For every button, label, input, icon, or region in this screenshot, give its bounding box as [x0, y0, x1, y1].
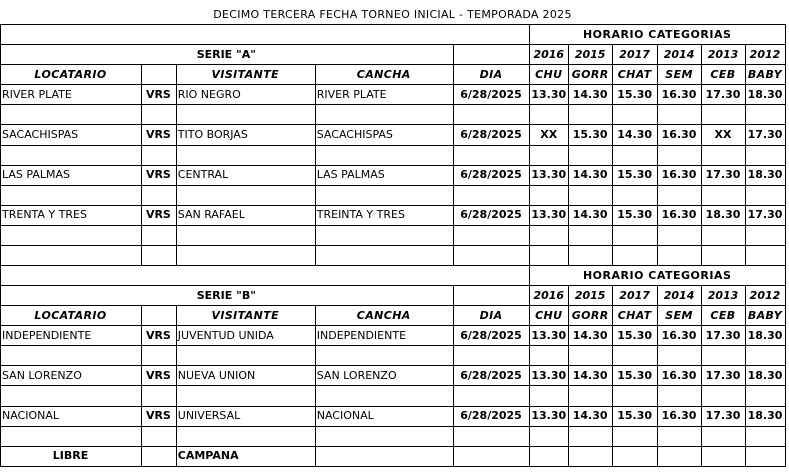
empty-cell [453, 426, 530, 446]
empty-cell [315, 426, 453, 446]
empty-cell [141, 305, 176, 325]
empty-cell [453, 345, 530, 365]
empty-cell [701, 145, 745, 165]
category-header: CHU [535, 308, 563, 322]
empty-cell [315, 185, 453, 205]
empty-cell [141, 385, 176, 405]
category-time: 15.30 [617, 328, 652, 342]
empty-cell [568, 446, 612, 466]
category-time: 17.30 [747, 208, 783, 222]
category-header: BABY [747, 67, 783, 81]
empty-cell [529, 185, 568, 205]
empty-cell [529, 385, 568, 405]
category-time: 15.30 [617, 208, 652, 222]
year-header: 2012 [749, 288, 781, 302]
home-team: SAN LORENZO [2, 368, 82, 382]
match-date: 6/28/2025 [460, 328, 522, 342]
empty-cell [453, 104, 530, 124]
venue: INDEPENDIENTE [316, 328, 407, 342]
empty-cell [745, 426, 785, 446]
empty-cell [141, 64, 176, 84]
venue: TREINTA Y TRES [316, 208, 405, 222]
empty-cell [141, 225, 176, 245]
category-header: CEB [710, 308, 736, 322]
empty-cell [141, 245, 176, 265]
year-header: 2013 [707, 288, 739, 302]
empty-cell [568, 225, 612, 245]
vrs-label: VRS [145, 128, 171, 141]
spacer-cell [0, 24, 529, 44]
empty-cell [176, 345, 315, 365]
empty-cell [529, 145, 568, 165]
empty-cell [529, 225, 568, 245]
category-header: GORR [571, 67, 609, 81]
libre-label: LIBRE [52, 449, 89, 463]
empty-cell [701, 385, 745, 405]
venue: NACIONAL [316, 409, 374, 423]
match-row [0, 205, 785, 225]
category-time: 16.30 [661, 87, 697, 101]
header-cancha: CANCHA [356, 67, 411, 81]
category-time: 14.30 [572, 168, 608, 182]
away-team: JUVENTUD UNIDA [177, 328, 274, 342]
empty-cell [141, 104, 176, 124]
empty-cell [315, 345, 453, 365]
category-time: 17.30 [747, 128, 783, 141]
header-cancha: CANCHA [356, 308, 411, 322]
home-team: TRENTA Y TRES [2, 208, 87, 222]
away-team: TITO BORJAS [177, 128, 248, 141]
category-time: 17.30 [705, 328, 741, 342]
empty-cell [657, 426, 701, 446]
year-header: 2017 [619, 288, 650, 302]
category-time: 14.30 [617, 128, 652, 141]
category-header: SEM [665, 308, 693, 322]
empty-cell [141, 145, 176, 165]
year-header: 2013 [707, 47, 739, 61]
empty-cell [141, 426, 176, 446]
category-time: 18.30 [747, 368, 783, 382]
empty-cell [568, 185, 612, 205]
match-row [0, 84, 785, 104]
empty-cell [176, 104, 315, 124]
empty-cell [612, 104, 657, 124]
empty-cell [141, 446, 176, 466]
category-time: 16.30 [661, 128, 697, 141]
empty-cell [529, 446, 568, 466]
category-time: 18.30 [747, 328, 783, 342]
spacer-cell [0, 265, 529, 285]
empty-cell [568, 426, 612, 446]
empty-cell [612, 145, 657, 165]
header-visitante: VISITANTE [211, 308, 280, 322]
empty-cell [453, 225, 530, 245]
category-time: 13.30 [531, 409, 567, 423]
empty-cell [701, 345, 745, 365]
empty-cell [315, 225, 453, 245]
category-time: 13.30 [531, 328, 567, 342]
empty-cell [568, 385, 612, 405]
serie-title: SERIE "A" [196, 47, 257, 61]
away-team: SAN RAFAEL [177, 208, 245, 222]
empty-cell [745, 185, 785, 205]
year-header: 2016 [533, 47, 565, 61]
empty-cell [657, 145, 701, 165]
page-title: DECIMO TERCERA FECHA TORNEO INICIAL - TEMPORADA 2025 [213, 7, 572, 21]
category-header: CHAT [617, 308, 652, 322]
category-header: CHAT [617, 67, 652, 81]
category-time: 14.30 [572, 368, 608, 382]
header-dia: DIA [479, 67, 503, 81]
empty-cell [0, 426, 141, 446]
empty-cell [657, 385, 701, 405]
empty-cell [701, 426, 745, 446]
match-date: 6/28/2025 [460, 168, 522, 182]
empty-cell [453, 446, 530, 466]
category-time: 16.30 [661, 328, 697, 342]
away-team: UNIVERSAL [177, 409, 241, 423]
empty-cell [568, 145, 612, 165]
category-time: 14.30 [572, 328, 608, 342]
empty-cell [315, 145, 453, 165]
empty-cell [612, 245, 657, 265]
category-time: 15.30 [572, 128, 608, 141]
empty-cell [745, 345, 785, 365]
empty-cell [745, 225, 785, 245]
category-time: 17.30 [705, 368, 741, 382]
venue: SAN LORENZO [316, 368, 397, 382]
away-team: NUEVA UNION [177, 368, 256, 382]
match-date: 6/28/2025 [460, 87, 522, 101]
header-dia: DIA [479, 308, 503, 322]
empty-cell [453, 185, 530, 205]
empty-cell [315, 104, 453, 124]
empty-cell [0, 245, 141, 265]
empty-cell [657, 104, 701, 124]
empty-cell [568, 345, 612, 365]
empty-cell [701, 225, 745, 245]
empty-cell [0, 225, 141, 245]
empty-cell [701, 446, 745, 466]
empty-cell [745, 104, 785, 124]
venue: RIVER PLATE [316, 87, 387, 101]
empty-cell [0, 104, 141, 124]
empty-cell [612, 385, 657, 405]
category-time: XX [540, 128, 558, 141]
category-time: 13.30 [531, 87, 567, 101]
home-team: INDEPENDIENTE [2, 328, 92, 342]
schedule-header: HORARIO CATEGORIAS [582, 27, 732, 41]
category-time: 18.30 [747, 168, 783, 182]
category-time: 17.30 [705, 87, 741, 101]
match-row [0, 325, 785, 345]
empty-cell [176, 426, 315, 446]
header-visitante: VISITANTE [211, 67, 280, 81]
category-time: 16.30 [661, 409, 697, 423]
empty-cell [176, 245, 315, 265]
empty-cell [657, 185, 701, 205]
category-time: 17.30 [705, 409, 741, 423]
year-header: 2017 [619, 47, 650, 61]
category-time: 16.30 [661, 208, 697, 222]
vrs-label: VRS [145, 328, 171, 342]
empty-cell [141, 345, 176, 365]
vrs-label: VRS [145, 87, 171, 101]
category-time: 15.30 [617, 409, 652, 423]
category-time: 13.30 [531, 208, 567, 222]
empty-cell [568, 245, 612, 265]
empty-cell [176, 225, 315, 245]
category-header: BABY [747, 308, 783, 322]
empty-cell [612, 225, 657, 245]
year-header: 2015 [574, 288, 606, 302]
category-time: 15.30 [617, 168, 652, 182]
category-time: 15.30 [617, 87, 652, 101]
category-time: 16.30 [661, 168, 697, 182]
empty-cell [745, 385, 785, 405]
match-date: 6/28/2025 [460, 368, 522, 382]
away-team: RIO NEGRO [177, 87, 241, 101]
category-header: CHU [535, 67, 563, 81]
empty-cell [612, 446, 657, 466]
venue: LAS PALMAS [316, 168, 385, 182]
empty-cell [745, 446, 785, 466]
empty-cell [612, 426, 657, 446]
vrs-label: VRS [145, 409, 171, 423]
empty-cell [657, 245, 701, 265]
year-header: 2015 [574, 47, 606, 61]
empty-cell [612, 345, 657, 365]
away-team: CENTRAL [177, 168, 229, 182]
header-locatario: LOCATARIO [34, 67, 107, 81]
empty-cell [453, 145, 530, 165]
empty-cell [657, 345, 701, 365]
empty-cell [568, 104, 612, 124]
empty-cell [701, 104, 745, 124]
home-team: NACIONAL [2, 409, 60, 423]
category-time: 18.30 [747, 409, 783, 423]
empty-cell [453, 245, 530, 265]
empty-cell [315, 245, 453, 265]
empty-cell [141, 185, 176, 205]
match-date: 6/28/2025 [460, 409, 522, 423]
match-row [0, 124, 785, 144]
empty-cell [0, 185, 141, 205]
vrs-label: VRS [145, 208, 171, 222]
empty-cell [315, 385, 453, 405]
vrs-label: VRS [145, 168, 171, 182]
empty-cell [529, 345, 568, 365]
match-row [0, 406, 785, 426]
fixture-table [0, 4, 785, 466]
empty-cell [529, 426, 568, 446]
header-locatario: LOCATARIO [34, 308, 107, 322]
home-team: RIVER PLATE [2, 87, 72, 101]
year-header: 2016 [533, 288, 565, 302]
empty-cell [612, 185, 657, 205]
empty-cell [315, 446, 453, 466]
category-header: CEB [710, 67, 736, 81]
empty-cell [0, 145, 141, 165]
category-time: 13.30 [531, 368, 567, 382]
home-team: LAS PALMAS [2, 168, 70, 182]
category-time: 14.30 [572, 208, 608, 222]
year-header: 2014 [663, 47, 695, 61]
year-header: 2012 [749, 47, 781, 61]
empty-cell [0, 385, 141, 405]
match-date: 6/28/2025 [460, 128, 522, 141]
empty-cell [529, 245, 568, 265]
empty-cell [453, 285, 530, 305]
category-time: 14.30 [572, 409, 608, 423]
category-time: 16.30 [661, 368, 697, 382]
category-time: XX [714, 128, 732, 141]
category-time: 13.30 [531, 168, 567, 182]
category-time: 18.30 [747, 87, 783, 101]
empty-cell [745, 145, 785, 165]
schedule-header: HORARIO CATEGORIAS [582, 268, 732, 282]
category-time: 17.30 [705, 168, 741, 182]
home-team: SACACHISPAS [2, 128, 79, 141]
serie-title: SERIE "B" [196, 288, 256, 302]
category-header: GORR [571, 308, 609, 322]
year-header: 2014 [663, 288, 695, 302]
match-date: 6/28/2025 [460, 208, 522, 222]
empty-cell [701, 245, 745, 265]
category-time: 14.30 [572, 87, 608, 101]
venue: SACACHISPAS [316, 128, 393, 141]
match-row [0, 365, 785, 385]
empty-cell [453, 385, 530, 405]
empty-cell [176, 185, 315, 205]
category-header: SEM [665, 67, 693, 81]
empty-cell [701, 185, 745, 205]
empty-cell [0, 345, 141, 365]
empty-cell [529, 104, 568, 124]
empty-cell [745, 245, 785, 265]
match-row [0, 165, 785, 185]
empty-cell [176, 145, 315, 165]
category-time: 15.30 [617, 368, 652, 382]
empty-cell [657, 225, 701, 245]
empty-cell [657, 446, 701, 466]
libre-team: CAMPANA [177, 449, 239, 463]
empty-cell [176, 385, 315, 405]
empty-cell [453, 44, 530, 64]
vrs-label: VRS [145, 368, 171, 382]
category-time: 18.30 [705, 208, 741, 222]
